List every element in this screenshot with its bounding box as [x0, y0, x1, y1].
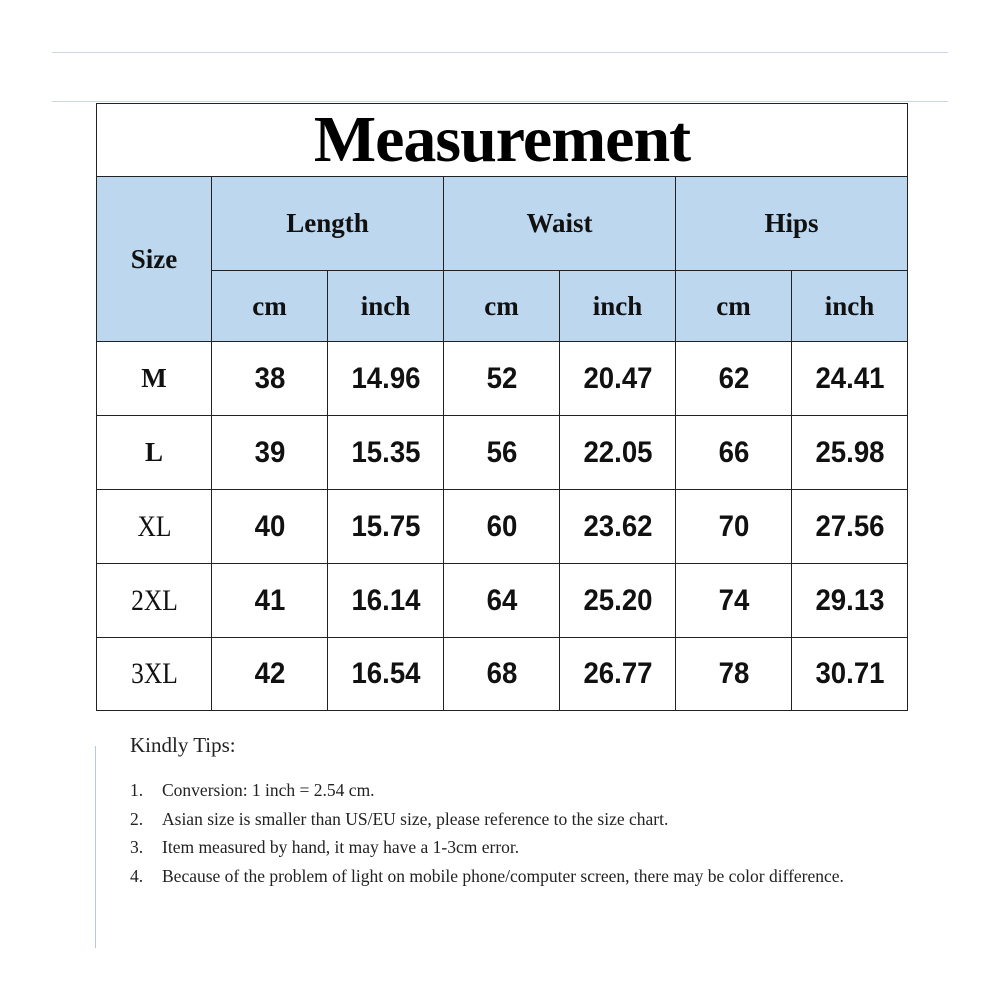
- list-item: [130, 862, 890, 891]
- tips-title: Kindly Tips:: [130, 733, 236, 757]
- size-chart-table: [96, 103, 908, 711]
- list-number: 4.: [130, 865, 144, 886]
- value-cell: 66: [680, 416, 787, 490]
- hips-cm-header: cm: [676, 271, 792, 342]
- value-cell: 25.98: [796, 416, 903, 490]
- table-row: [97, 564, 908, 638]
- value-cell: 25.20: [564, 564, 671, 638]
- list-number: 2.: [130, 808, 144, 829]
- list-text: Item measured by hand, it may have a 1-3cm error.: [162, 837, 520, 857]
- value-cell: 30.71: [796, 638, 903, 711]
- second-rule-line: [52, 101, 948, 102]
- list-number: 3.: [130, 837, 144, 857]
- tips-list: [130, 776, 890, 890]
- size-cell: XL: [105, 490, 203, 564]
- value-cell: 64: [448, 564, 555, 638]
- value-cell: 16.14: [332, 564, 439, 638]
- list-item: [130, 833, 890, 862]
- size-cell: 2XL: [105, 564, 203, 638]
- waist-header: Waist: [444, 177, 676, 271]
- value-cell: 62: [680, 342, 787, 416]
- value-cell: 22.05: [564, 416, 671, 490]
- value-cell: 42: [216, 638, 323, 711]
- size-cell: L: [97, 416, 212, 490]
- waist-inch-header: inch: [560, 271, 676, 342]
- waist-cm-header: cm: [444, 271, 560, 342]
- chart-title: Measurement: [97, 104, 908, 177]
- list-item: [130, 805, 890, 834]
- list-text: Conversion: 1 inch = 2.54 cm.: [162, 780, 375, 800]
- value-cell: 39: [216, 416, 323, 490]
- value-cell: 23.62: [564, 490, 671, 564]
- value-cell: 20.47: [564, 342, 671, 416]
- kindly-tips: [130, 733, 890, 890]
- value-cell: 56: [448, 416, 555, 490]
- table-row: [97, 490, 908, 564]
- value-cell: 16.54: [332, 638, 439, 711]
- margin-line: [95, 746, 96, 948]
- value-cell: 27.56: [796, 490, 903, 564]
- list-number: 1.: [130, 780, 144, 800]
- list-item: [130, 776, 890, 805]
- table-row: [97, 342, 908, 416]
- value-cell: 40: [216, 490, 323, 564]
- value-cell: 60: [448, 490, 555, 564]
- length-cm-header: cm: [212, 271, 328, 342]
- value-cell: 15.35: [332, 416, 439, 490]
- value-cell: 52: [448, 342, 555, 416]
- value-cell: 15.75: [332, 490, 439, 564]
- value-cell: 70: [680, 490, 787, 564]
- value-cell: 78: [680, 638, 787, 711]
- value-cell: 38: [216, 342, 323, 416]
- value-cell: 14.96: [332, 342, 439, 416]
- hips-inch-header: inch: [792, 271, 908, 342]
- value-cell: 26.77: [564, 638, 671, 711]
- size-column-header: Size: [97, 177, 212, 342]
- value-cell: 74: [680, 564, 787, 638]
- table-row: [97, 416, 908, 490]
- list-text: Asian size is smaller than US/EU size, please reference to the size chart.: [162, 808, 669, 829]
- list-text: Because of the problem of light on mobile phone/computer screen, there may be color difference.: [162, 865, 844, 886]
- length-inch-header: inch: [328, 271, 444, 342]
- hips-header: Hips: [676, 177, 908, 271]
- value-cell: 24.41: [796, 342, 903, 416]
- value-cell: 29.13: [796, 564, 903, 638]
- table-row: [97, 638, 908, 711]
- size-cell: 3XL: [105, 638, 203, 711]
- value-cell: 41: [216, 564, 323, 638]
- size-cell: M: [97, 342, 212, 416]
- length-header: Length: [212, 177, 444, 271]
- value-cell: 68: [448, 638, 555, 711]
- top-rule-line: [52, 52, 948, 53]
